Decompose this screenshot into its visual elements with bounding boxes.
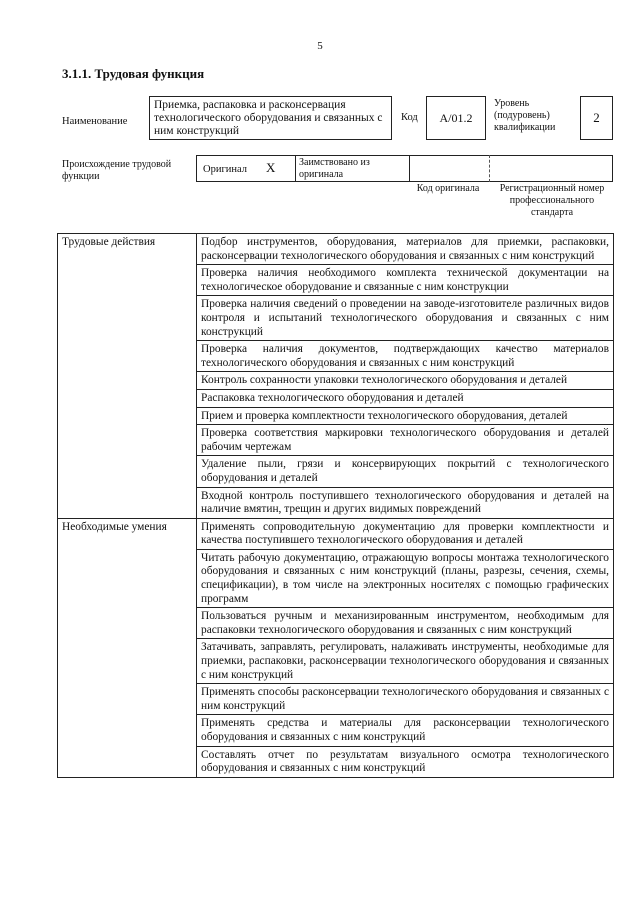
table-row: [58, 518, 614, 549]
code-value: A/01.2: [439, 110, 473, 125]
section-item: Читать рабочую документацию, отражающую вопросы монтажа технологического оборудования и связанных с ним конструкций (планы, разрезы, сечения, схемы, спецификации), в том числе на электронных носителях с помощью графических программ: [197, 549, 614, 607]
section-item: Проверка наличия необходимого комплекта технической документации на технологическое оборудование и связанные с ним конструкции: [197, 265, 614, 296]
original-mark: X: [266, 160, 276, 175]
level-value: 2: [593, 110, 600, 125]
section-item: Применять сопроводительную документацию для проверки комплектности и качества поступившего технологического оборудования и деталей: [197, 518, 614, 549]
level-box: [580, 96, 613, 140]
section-item: Составлять отчет по результатам визуального осмотра технологического оборудования и связанных с ним конструкций: [197, 746, 614, 777]
section-item: Затачивать, заправлять, регулировать, налаживать инструменты, необходимые для приемки, распаковки, расконсервации технологического оборудования и связанных с ним конструкций: [197, 639, 614, 684]
section-item: Прием и проверка комплектности технологического оборудования, деталей: [197, 407, 614, 425]
page-number: 5: [317, 40, 323, 52]
section-item: Пользоваться ручным и механизированным инструментом, необходимым для распаковки технологического оборудования и связанных с ним конструкций: [197, 608, 614, 639]
section-item: Проверка наличия документов, подтверждающих качество материалов технологического оборудования и связанных с ним конструкций: [197, 341, 614, 372]
borrowed-label: Заимствовано из оригинала: [299, 157, 370, 180]
registration-number-caption: Регистрационный номер профессионального стандарта: [499, 183, 605, 218]
origin-divider-3: [489, 155, 490, 182]
function-name-box: [149, 96, 392, 140]
name-label: Наименование: [62, 116, 128, 127]
section-item: Входной контроль поступившего технологического оборудования и деталей на наличие вмятин, трещин и других видимых повреждений: [197, 487, 614, 518]
origin-divider-2: [409, 155, 410, 182]
section-item: Распаковка технологического оборудования и деталей: [197, 389, 614, 407]
section-label: Трудовые действия: [58, 234, 197, 519]
labor-function-table: [57, 233, 614, 778]
section-item: Проверка соответствия маркировки технологического оборудования и деталей рабочим чертежам: [197, 425, 614, 456]
code-box: [426, 96, 486, 140]
function-name: Приемка, распаковка и расконсервация технологического оборудования и связанных с ним конструкций: [154, 99, 383, 137]
original-label: Оригинал: [203, 164, 247, 175]
code-label: Код: [401, 112, 418, 123]
section-item: Удаление пыли, грязи и консервирующих покрытий с технологического оборудования и деталей: [197, 456, 614, 487]
section-heading: 3.1.1. Трудовая функция: [62, 66, 205, 81]
section-item: Проверка наличия сведений о проведении на заводе-изготовителе различных видов контроля и испытаний технологического оборудования и связанных с ним конструкций: [197, 296, 614, 341]
section-item: Применять способы расконсервации технологического оборудования и связанных с ним конструкций: [197, 684, 614, 715]
origin-divider-1: [295, 155, 296, 182]
section-item: Применять средства и материалы для расконсервации технологического оборудования и связанных с ним конструкций: [197, 715, 614, 746]
section-label: Необходимые умения: [58, 518, 197, 777]
origin-code-caption: Код оригинала: [416, 183, 480, 194]
origin-label: Происхождение трудовой функции: [62, 159, 172, 182]
section-item: Контроль сохранности упаковки технологического оборудования и деталей: [197, 372, 614, 390]
table-row: [58, 234, 614, 265]
section-item: Подбор инструментов, оборудования, материалов для приемки, распаковки, расконсервации технологического оборудования и связанных с ним конструкций: [197, 234, 614, 265]
qualification-level-label: Уровень (подуровень) квалификации: [494, 98, 556, 133]
